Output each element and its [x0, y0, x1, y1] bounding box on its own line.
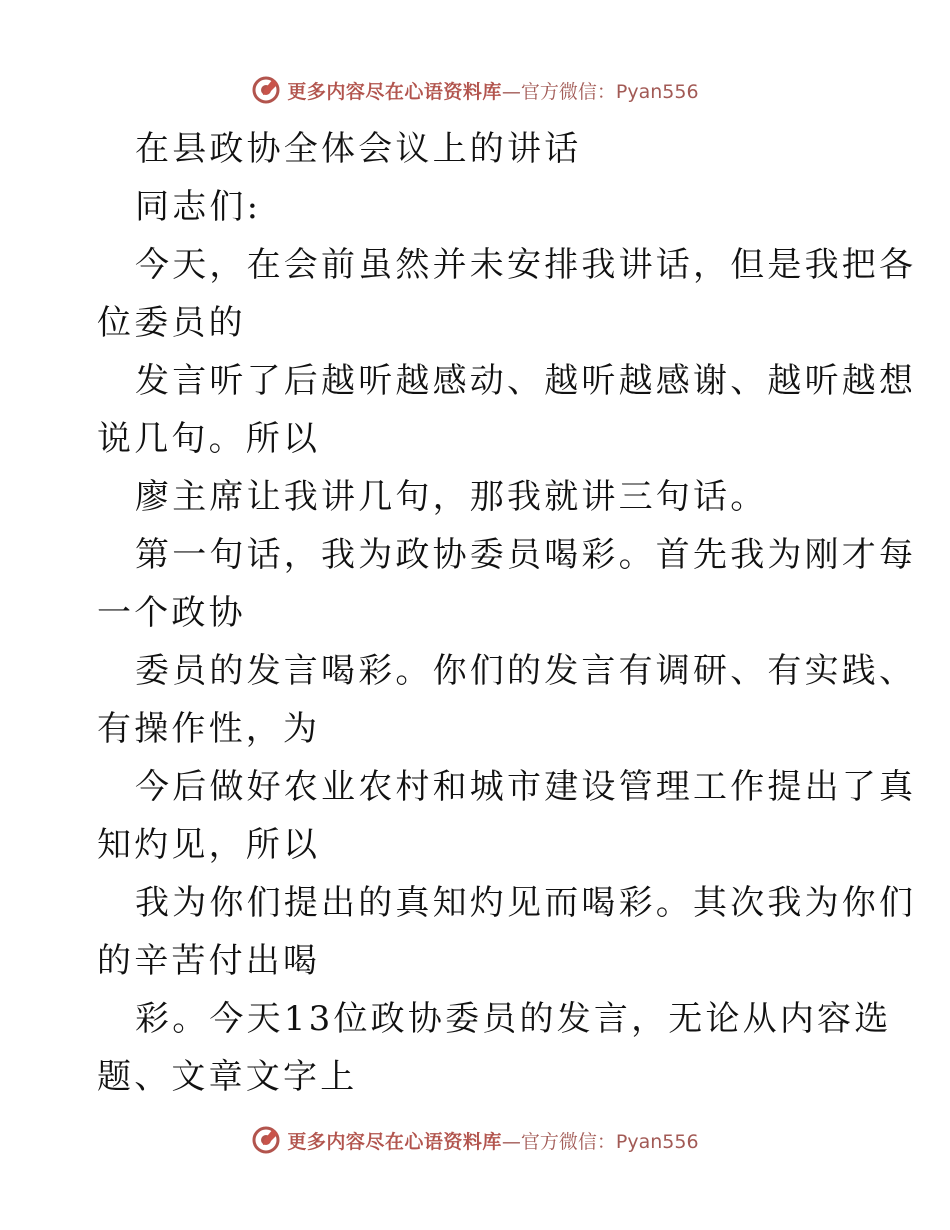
text-line: 有操作性，为 [97, 709, 321, 749]
text-line: 彩。今天13位政协委员的发言，无论从内容选 [135, 999, 892, 1039]
watermark-contact: —官方微信：Pyan556 [501, 1130, 699, 1153]
text-line: 今天，在会前虽然并未安排我讲话，但是我把各 [135, 245, 917, 285]
watermark-text: 更多内容尽在心语资料库 [287, 80, 502, 103]
text-line: 题、文章文字上 [97, 1057, 358, 1097]
watermark-text: 更多内容尽在心语资料库 [287, 1130, 502, 1153]
text-line: 位委员的 [97, 303, 246, 343]
watermark-contact: —官方微信：Pyan556 [501, 80, 699, 103]
text-line: 发言听了后越听越感动、越听越感谢、越听越想 [135, 361, 917, 401]
text-line: 廖主席让我讲几句，那我就讲三句话。 [135, 477, 768, 517]
document-body [97, 120, 917, 1106]
text-line: 我为你们提出的真知灼见而喝彩。其次我为你们 [135, 883, 917, 923]
text-line: 说几句。所以 [97, 419, 321, 459]
footer-watermark-banner [0, 1122, 950, 1158]
text-line: 第一句话，我为政协委员喝彩。首先我为刚才每 [135, 535, 917, 575]
header-watermark-banner [0, 72, 950, 108]
logo-icon [251, 1125, 281, 1155]
text-line: 同志们: [135, 187, 262, 227]
text-line: 的辛苦付出喝 [97, 941, 321, 981]
logo-icon [251, 75, 281, 105]
text-line: 委员的发言喝彩。你们的发言有调研、有实践、 [135, 651, 917, 691]
text-line: 一个政协 [97, 593, 246, 633]
text-line: 今后做好农业农村和城市建设管理工作提出了真 [135, 767, 917, 807]
text-line: 在县政协全体会议上的讲话 [135, 129, 582, 169]
text-line: 知灼见，所以 [97, 825, 321, 865]
